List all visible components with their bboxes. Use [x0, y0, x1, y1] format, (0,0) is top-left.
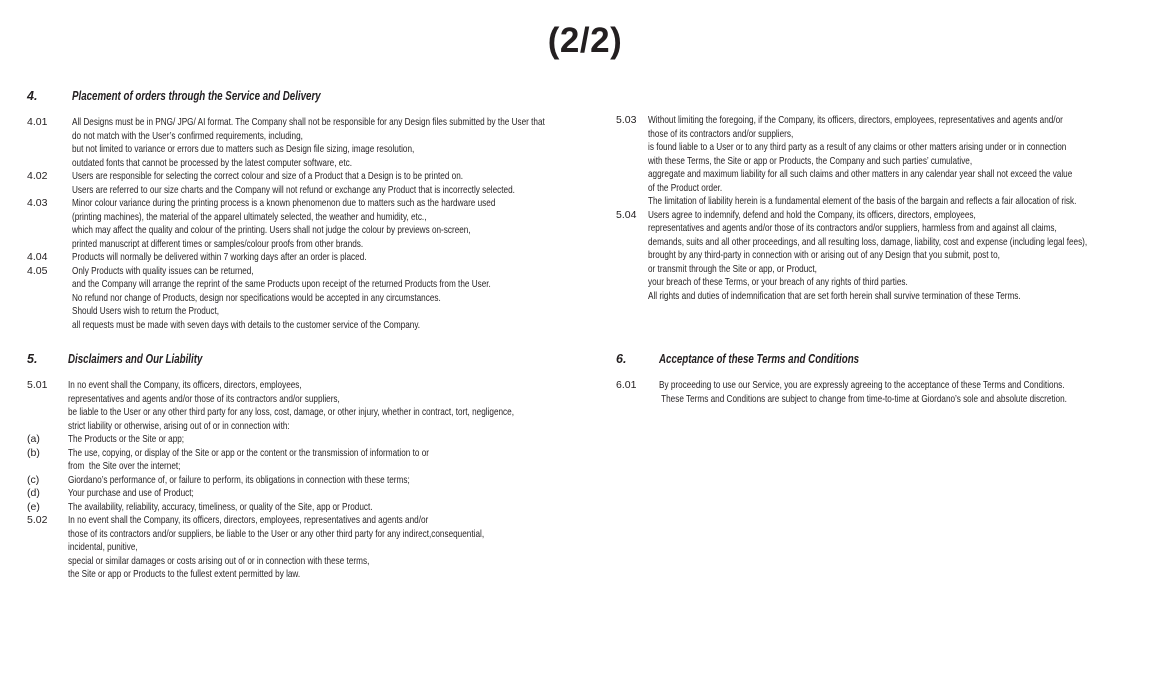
- clause-d: [27, 487, 640, 501]
- clause-line: The availability, reliability, accuracy, timeliness, or quality of the Site, app or Product.: [68, 500, 373, 513]
- section-4-placement-of-orders: [27, 89, 678, 332]
- clause-line: be liable to the User or any other third party for any loss, cost, damage, or other injury, whether in contract, tort, negligence,: [68, 406, 514, 418]
- clause-line: special or similar damages or costs arising out of or in connection with these terms,: [68, 554, 370, 567]
- section-5-disclaimers: [27, 352, 640, 582]
- clause-line: The limitation of liability herein is a fundamental element of the basis of the bargain and reflects a fair allocation of risk.: [648, 195, 1077, 207]
- clause-502: [27, 514, 640, 582]
- clause-number: (b): [27, 446, 40, 459]
- clause-line: strict liability or otherwise, arising out of or in connection with:: [68, 419, 290, 432]
- clause-line: Users are referred to our size charts and the Company will not refund or exchange any Product that is incorrectly selected.: [72, 183, 515, 196]
- clause-line: In no event shall the Company, its officers, directors, employees,: [68, 379, 302, 391]
- clause-line: demands, suits and all other proceedings, and all resulting loss, damage, liability, cost and expense (including legal fees),: [648, 235, 1088, 248]
- clause-503: [616, 114, 1170, 209]
- clause-403: [27, 197, 678, 251]
- clause-line: By proceeding to use our Service, you are expressly agreeing to the acceptance of these Terms and Conditions.: [659, 379, 1065, 391]
- clause-line: from the Site over the internet;: [68, 460, 181, 472]
- clause-text: [68, 447, 429, 474]
- page-title: (2/2): [547, 21, 623, 60]
- clause-line: or transmit through the Site or app, or Product,: [648, 262, 817, 275]
- section-number: 6.: [616, 352, 627, 366]
- clause-number: (a): [27, 433, 40, 445]
- clause-line: printed manuscript at different times or samples/colour proofs from other brands.: [72, 237, 364, 250]
- clause-402: [27, 170, 678, 197]
- clause-line: Only Products with quality issues can be returned,: [72, 264, 254, 277]
- clause-text: [68, 433, 184, 447]
- clause-line: your breach of these Terms, or your breach of any rights of third parties.: [648, 276, 908, 288]
- clause-number: 4.03: [27, 197, 48, 209]
- clause-line: The use, copying, or display of the Site or app or the content or the transmission of information to or: [68, 446, 430, 459]
- clause-number: 5.01: [27, 379, 48, 391]
- section-heading: [27, 352, 640, 367]
- clause-line: (printing machines), the material of the apparel ultimately selected, the weather and humidity, etc.,: [72, 210, 427, 223]
- clause-line: Users are responsible for selecting the correct colour and size of a Product that a Design is to be printed on.: [72, 170, 464, 182]
- clause-text: [72, 265, 491, 333]
- clause-601: [616, 379, 1170, 406]
- clause-number: (e): [27, 500, 40, 513]
- section-title: Disclaimers and Our Liability: [68, 352, 203, 366]
- section-heading: [616, 352, 1170, 367]
- clause-number: 4.02: [27, 170, 48, 182]
- clause-line: Your purchase and use of Product;: [68, 487, 194, 499]
- clause-line: is found liable to a User or to any third party as a result of any claims or other matters arising under or in connection: [648, 141, 1067, 153]
- clause-number: 6.01: [616, 379, 637, 391]
- clause-401: [27, 116, 678, 170]
- clause-line: representatives and agents and/or those of its contractors and/or suppliers, harmless from and against all claims,: [648, 222, 1057, 234]
- clause-line: In no event shall the Company, its officers, directors, employees, representatives and agents and/or: [68, 514, 429, 526]
- clause-line: outdated fonts that cannot be processed by the latest computer software, etc.: [72, 156, 352, 169]
- clause-text: [648, 114, 1076, 209]
- clause-line: those of its contractors and/or suppliers,: [648, 127, 794, 140]
- clause-line: No refund nor change of Products, design nor specifications would be accepted in any circumstances.: [72, 291, 441, 304]
- section-title: Acceptance of these Terms and Conditions: [659, 352, 860, 366]
- clause-line: All rights and duties of indemnification that are set forth herein shall survive termination of these Terms.: [648, 289, 1021, 302]
- clause-number: 5.03: [616, 114, 637, 126]
- clause-line: The Products or the Site or app;: [68, 433, 185, 445]
- clause-text: [68, 474, 410, 488]
- clause-404: [27, 251, 678, 265]
- clause-text: [72, 251, 367, 265]
- clause-b: [27, 447, 640, 474]
- clause-line: Without limiting the foregoing, if the Company, its officers, directors, employees, representatives and agents and/or: [648, 114, 1063, 126]
- clause-line: brought by any third-party in connection with or arising out of any Design that you submit, post to,: [648, 249, 1000, 261]
- section-number: 4.: [27, 89, 38, 103]
- clause-line: but not limited to variance or errors due to matters such as Design file sizing, image resolution,: [72, 143, 415, 155]
- clause-text: [68, 501, 373, 515]
- section-number: 5.: [27, 352, 38, 366]
- clause-text: [68, 487, 194, 501]
- clause-501: [27, 379, 640, 433]
- clause-504: [616, 209, 1170, 304]
- clause-text: [68, 379, 514, 433]
- clause-line: These Terms and Conditions are subject to change from time-to-time at Giordano’s sole and absolute discretion.: [659, 392, 1067, 405]
- clause-line: of the Product order.: [648, 181, 723, 194]
- clause-text: [72, 170, 515, 197]
- clause-a: [27, 433, 640, 447]
- clause-text: [648, 209, 1087, 304]
- clause-number: 4.01: [27, 116, 48, 128]
- section-heading: [27, 89, 678, 104]
- clause-line: Users agree to indemnify, defend and hold the Company, its officers, directors, employees,: [648, 208, 976, 221]
- clause-line: the Site or app or Products to the fullest extent permitted by law.: [68, 568, 301, 580]
- clause-line: Minor colour variance during the printing process is a known phenomenon due to matters such as the hardware used: [72, 197, 496, 209]
- section-6-acceptance: [616, 352, 1170, 406]
- clause-line: representatives and agents and/or those of its contractors and/or suppliers,: [68, 392, 340, 405]
- clause-number: (d): [27, 487, 40, 499]
- clause-line: Giordano’s performance of, or failure to perform, its obligations in connection with these terms;: [68, 473, 410, 486]
- clause-text: [72, 197, 495, 251]
- clause-line: Products will normally be delivered within 7 working days after an order is placed.: [72, 251, 367, 263]
- clause-number: 4.04: [27, 251, 48, 263]
- clause-line: All Designs must be in PNG/ JPG/ AI format. The Company shall not be responsible for any Design files submitted by the User that: [72, 116, 545, 128]
- clause-line: Should Users wish to return the Product,: [72, 305, 220, 317]
- clause-number: 5.02: [27, 514, 48, 526]
- clause-c: [27, 474, 640, 488]
- clause-405: [27, 265, 678, 333]
- clause-line: and the Company will arrange the reprint of the same Products upon receipt of the returned Products from the User.: [72, 278, 491, 290]
- clause-line: aggregate and maximum liability for all such claims and other matters in any calendar year shall not exceed the value: [648, 168, 1073, 180]
- clause-number: 4.05: [27, 264, 48, 277]
- clause-line: which may affect the quality and colour of the printing. Users shall not judge the colour by previews on-screen,: [72, 224, 471, 236]
- clause-line: all requests must be made with seven days with details to the customer service of the Company.: [72, 318, 421, 331]
- clause-e: [27, 501, 640, 515]
- clause-line: with these Terms, the Site or app or Products, the Company and such parties’ cumulative,: [648, 154, 973, 167]
- clause-text: [68, 514, 484, 582]
- clause-number: (c): [27, 473, 40, 486]
- clause-text: [72, 116, 545, 170]
- section-5-continued: [616, 114, 1170, 303]
- clause-line: those of its contractors and/or suppliers, be liable to the User or any other third party for any indirect,consequential,: [68, 527, 485, 540]
- clause-line: do not match with the User’s confirmed requirements, including,: [72, 129, 303, 142]
- clause-line: incidental, punitive,: [68, 541, 138, 553]
- clause-text: [659, 379, 1067, 406]
- clause-number: 5.04: [616, 208, 637, 221]
- section-title: Placement of orders through the Service and Delivery: [72, 89, 321, 103]
